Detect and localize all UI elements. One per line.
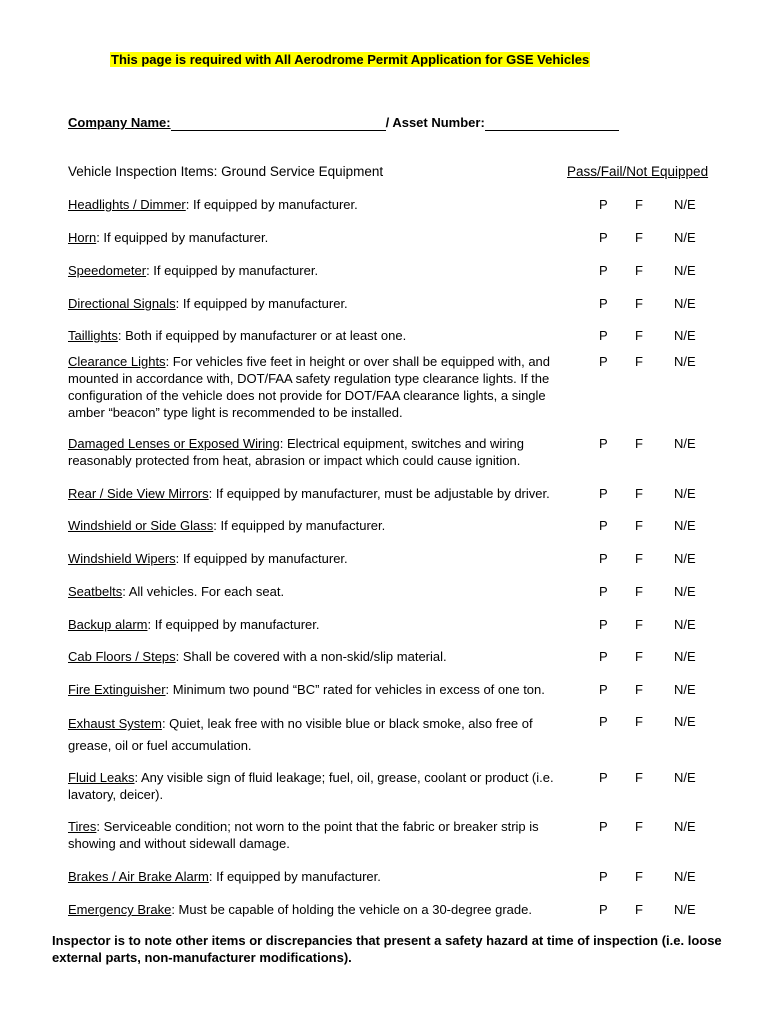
pass-option[interactable]: P — [599, 551, 608, 566]
pass-option[interactable]: P — [599, 869, 608, 884]
item-description: : If equipped by manufacturer. — [147, 617, 320, 632]
item-name: Horn — [68, 230, 97, 245]
not-equipped-option[interactable]: N/E — [674, 819, 696, 834]
company-name-label: Company Name: — [68, 115, 171, 130]
pass-option[interactable]: P — [599, 617, 608, 632]
pass-option[interactable]: P — [599, 714, 608, 729]
fail-option[interactable]: F — [635, 649, 643, 664]
inspection-item — [68, 353, 583, 421]
inspection-item — [68, 616, 588, 633]
item-description: : All vehicles. For each seat. — [122, 584, 285, 599]
not-equipped-option[interactable]: N/E — [674, 263, 696, 278]
item-description: : For vehicles five feet in height or over shall be equipped with, and mounted in accordance with, DOT/FAA safety regulation type clearance lights. If the configuration of the vehicle does not provide for DOT/FAA clearance lights, a single amber “beacon” type light is recommended to be installed. — [68, 354, 551, 420]
inspection-item — [68, 583, 588, 600]
pass-option[interactable]: P — [599, 436, 608, 451]
item-name: Emergency Brake — [68, 902, 172, 917]
not-equipped-option[interactable]: N/E — [674, 296, 696, 311]
inspection-item — [68, 435, 563, 469]
fail-option[interactable]: F — [635, 551, 643, 566]
pass-option[interactable]: P — [599, 197, 608, 212]
item-name: Windshield or Side Glass — [68, 518, 214, 533]
item-name: Directional Signals — [68, 296, 176, 311]
not-equipped-option[interactable]: N/E — [674, 197, 696, 212]
company-asset-line — [68, 115, 619, 131]
pass-option[interactable]: P — [599, 296, 608, 311]
not-equipped-option[interactable]: N/E — [674, 354, 696, 369]
inspection-item — [68, 901, 588, 918]
item-name: Clearance Lights — [68, 354, 166, 369]
fail-option[interactable]: F — [635, 354, 643, 369]
inspection-item — [68, 769, 573, 803]
item-description: : If equipped by manufacturer. — [175, 296, 348, 311]
item-name: Fluid Leaks — [68, 770, 135, 785]
pass-option[interactable]: P — [599, 902, 608, 917]
pass-option[interactable]: P — [599, 486, 608, 501]
item-name: Tires — [68, 819, 97, 834]
fail-option[interactable]: F — [635, 902, 643, 917]
item-description: : Quiet, leak free with no visible blue or black smoke, also free of grease, oil or fuel accumulation. — [68, 716, 533, 753]
pass-option[interactable]: P — [599, 584, 608, 599]
not-equipped-option[interactable]: N/E — [674, 617, 696, 632]
inspection-item — [68, 327, 588, 344]
item-name: Backup alarm — [68, 617, 148, 632]
fail-option[interactable]: F — [635, 230, 643, 245]
item-name: Seatbelts — [68, 584, 123, 599]
inspection-item — [68, 196, 588, 213]
inspection-item — [68, 295, 588, 312]
not-equipped-option[interactable]: N/E — [674, 328, 696, 343]
pass-option[interactable]: P — [599, 682, 608, 697]
item-name: Windshield Wipers — [68, 551, 176, 566]
fail-option[interactable]: F — [635, 584, 643, 599]
inspector-note: Inspector is to note other items or discrepancies that present a safety hazard at time of inspection (i.e. loose external parts, non-manufacturer modifications). — [52, 933, 722, 965]
not-equipped-option[interactable]: N/E — [674, 486, 696, 501]
item-name: Speedometer — [68, 263, 147, 278]
fail-option[interactable]: F — [635, 486, 643, 501]
not-equipped-option[interactable]: N/E — [674, 230, 696, 245]
fail-option[interactable]: F — [635, 770, 643, 785]
item-name: Rear / Side View Mirrors — [68, 486, 209, 501]
inspection-item — [68, 681, 588, 698]
inspection-item — [68, 262, 588, 279]
item-name: Taillights — [68, 328, 118, 343]
not-equipped-option[interactable]: N/E — [674, 902, 696, 917]
asset-number-field[interactable] — [485, 115, 619, 131]
item-description: : If equipped by manufacturer. — [213, 518, 386, 533]
fail-option[interactable]: F — [635, 518, 643, 533]
item-description: : If equipped by manufacturer. — [146, 263, 319, 278]
item-name: Exhaust System — [68, 716, 162, 731]
inspection-item — [68, 818, 583, 852]
item-name: Brakes / Air Brake Alarm — [68, 869, 209, 884]
item-name: Headlights / Dimmer — [68, 197, 186, 212]
pass-option[interactable]: P — [599, 230, 608, 245]
not-equipped-option[interactable]: N/E — [674, 714, 696, 729]
inspection-item — [68, 485, 588, 502]
item-description: : Must be capable of holding the vehicle on a 30-degree grade. — [171, 902, 532, 917]
not-equipped-option[interactable]: N/E — [674, 436, 696, 451]
item-description: : If equipped by manufacturer. — [175, 551, 348, 566]
not-equipped-option[interactable]: N/E — [674, 682, 696, 697]
inspection-item — [68, 868, 588, 885]
section-title: Vehicle Inspection Items: Ground Service Equipment — [68, 164, 384, 179]
fail-option[interactable]: F — [635, 714, 643, 729]
column-title: Pass/Fail/Not Equipped — [567, 164, 709, 179]
pass-option[interactable]: P — [599, 518, 608, 533]
fail-option[interactable]: F — [635, 328, 643, 343]
inspection-item — [68, 713, 573, 757]
fail-option[interactable]: F — [635, 263, 643, 278]
pass-option[interactable]: P — [599, 819, 608, 834]
not-equipped-option[interactable]: N/E — [674, 770, 696, 785]
fail-option[interactable]: F — [635, 869, 643, 884]
fail-option[interactable]: F — [635, 682, 643, 697]
pass-option[interactable]: P — [599, 328, 608, 343]
item-description: : If equipped by manufacturer, must be adjustable by driver. — [208, 486, 550, 501]
fail-option[interactable]: F — [635, 617, 643, 632]
not-equipped-option[interactable]: N/E — [674, 869, 696, 884]
item-description: : Serviceable condition; not worn to the point that the fabric or breaker strip is showing and without sidewall damage. — [68, 819, 539, 851]
inspection-item — [68, 648, 588, 665]
item-description: : If equipped by manufacturer. — [185, 197, 358, 212]
item-description: : Electrical equipment, switches and wiring reasonably protected from heat, abrasion or impact which could cause ignition. — [68, 436, 524, 468]
inspection-item — [68, 229, 588, 246]
not-equipped-option[interactable]: N/E — [674, 584, 696, 599]
fail-option[interactable]: F — [635, 197, 643, 212]
banner: This page is required with All Aerodrome Permit Application for GSE Vehicles — [111, 52, 590, 67]
item-description: : Both if equipped by manufacturer or at least one. — [117, 328, 407, 343]
item-name: Damaged Lenses or Exposed Wiring — [68, 436, 280, 451]
not-equipped-option[interactable]: N/E — [674, 551, 696, 566]
pass-option[interactable]: P — [599, 263, 608, 278]
item-name: Cab Floors / Steps — [68, 649, 176, 664]
fail-option[interactable]: F — [635, 296, 643, 311]
item-description: : Any visible sign of fluid leakage; fuel, oil, grease, coolant or product (i.e. lavatory, deicer). — [68, 770, 554, 802]
pass-option[interactable]: P — [599, 770, 608, 785]
not-equipped-option[interactable]: N/E — [674, 649, 696, 664]
pass-option[interactable]: P — [599, 649, 608, 664]
inspection-item — [68, 550, 588, 567]
item-description: : Shall be covered with a non-skid/slip material. — [175, 649, 447, 664]
asset-number-label: / Asset Number: — [385, 115, 485, 130]
item-name: Fire Extinguisher — [68, 682, 166, 697]
fail-option[interactable]: F — [635, 819, 643, 834]
not-equipped-option[interactable]: N/E — [674, 518, 696, 533]
item-description: : If equipped by manufacturer. — [208, 869, 381, 884]
fail-option[interactable]: F — [635, 436, 643, 451]
item-description: : If equipped by manufacturer. — [96, 230, 269, 245]
inspection-item — [68, 517, 588, 534]
company-name-field[interactable] — [171, 115, 386, 131]
pass-option[interactable]: P — [599, 354, 608, 369]
item-description: : Minimum two pound “BC” rated for vehicles in excess of one ton. — [165, 682, 545, 697]
